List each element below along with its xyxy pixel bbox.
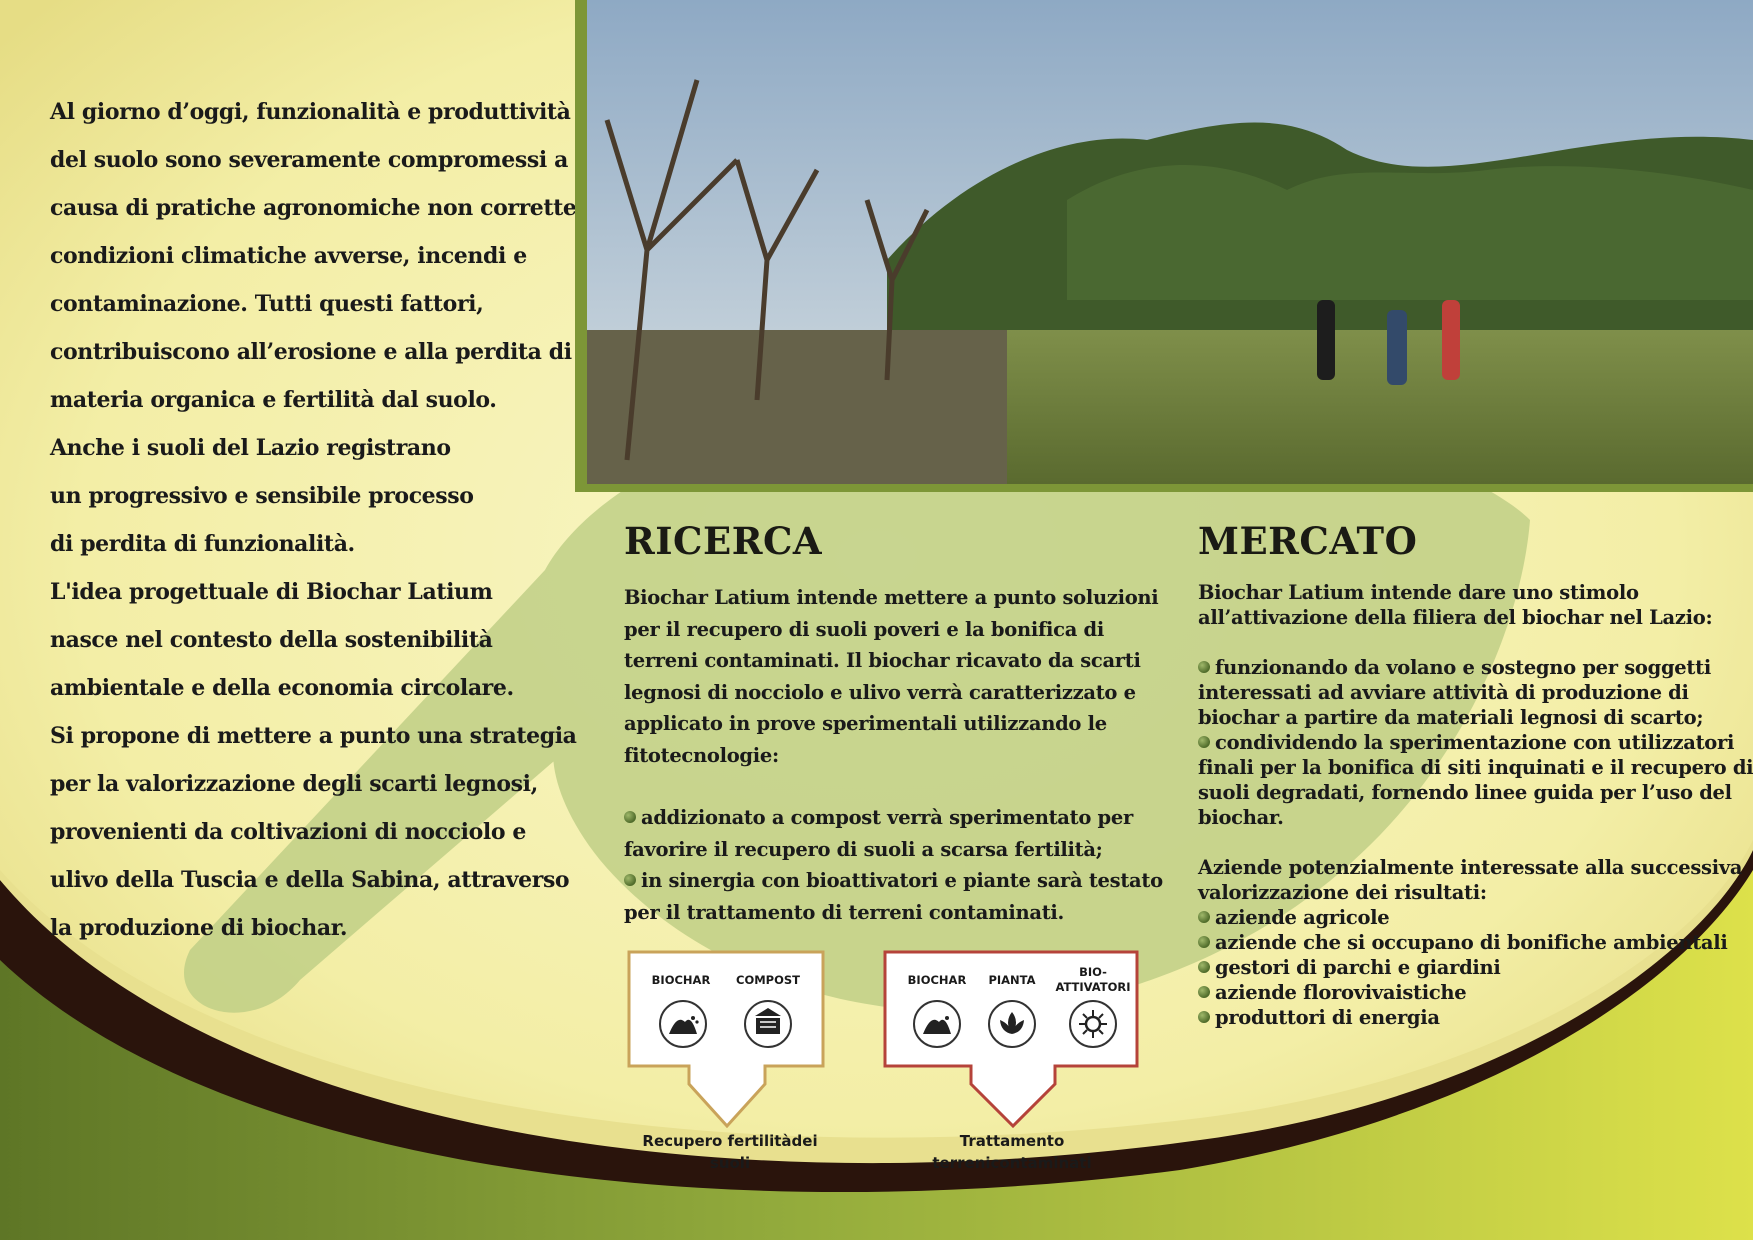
mercato-bullet-line: condividendo la sperimentazione con utilizzatori <box>1198 730 1738 755</box>
ricerca-line: fitotecnologie: <box>624 743 779 767</box>
ricerca-title: RICERCA <box>624 519 823 563</box>
caption-fertility-recovery <box>640 1130 820 1174</box>
label-biochar: BIOCHAR <box>651 973 711 987</box>
intro-line: contribuiscono all’erosione e alla perdita di <box>50 339 572 365</box>
intro-line: ulivo della Tuscia e della Sabina, attraverso <box>50 867 570 893</box>
diagram-fertility-recovery <box>627 950 827 1128</box>
intro-line: del suolo sono severamente compromessi a <box>50 147 568 173</box>
mercato-bullet-line: finali per la bonifica di siti inquinati e il recupero di <box>1198 756 1753 779</box>
ricerca-bullet-line: in sinergia con bioattivatori e piante sarà testato <box>624 865 1144 897</box>
bullet-icon <box>624 811 636 823</box>
compost-bin-icon <box>745 1001 791 1047</box>
intro-line: la produzione di biochar. <box>50 915 348 941</box>
landscape-photo <box>575 0 1753 492</box>
bullet-icon <box>1198 911 1210 923</box>
mercato-line: valorizzazione dei risultati: <box>1198 881 1487 904</box>
mercato-bullet-line: suoli degradati, fornendo linee guida per l’uso del <box>1198 781 1732 804</box>
ricerca-bullet-line: favorire il recupero di suoli a scarsa fertilità; <box>624 837 1103 861</box>
mercato-title: MERCATO <box>1198 519 1418 563</box>
intro-line: Al giorno d’oggi, funzionalità e produttività <box>50 99 571 125</box>
ricerca-line: terreni contaminati. Il biochar ricavato da scarti <box>624 649 1141 672</box>
intro-line: contaminazione. Tutti questi fattori, <box>50 291 484 317</box>
caption-line: contaminati <box>990 1154 1092 1172</box>
label-attivatori: ATTIVATORI <box>1055 980 1131 994</box>
plant-leaves-icon <box>989 1001 1035 1047</box>
ricerca-bullet-line: addizionato a compost verrà sperimentato per <box>624 802 1144 834</box>
label-pianta: PIANTA <box>988 973 1036 987</box>
intro-line: nasce nel contesto della sostenibilità <box>50 627 493 653</box>
intro-paragraph <box>50 88 584 952</box>
intro-line: condizioni climatiche avverse, incendi e <box>50 243 527 269</box>
label-biochar: BIOCHAR <box>907 973 967 987</box>
bullet-icon <box>1198 961 1210 973</box>
company-item: aziende florovivaistiche <box>1198 980 1738 1005</box>
mercato-bullet-line: biochar. <box>1198 806 1284 829</box>
intro-line: Anche i suoli del Lazio registrano <box>50 435 451 461</box>
intro-line: Si propone di mettere a punto una strategia <box>50 723 577 749</box>
diagram-contaminated-soil-treatment <box>883 950 1141 1128</box>
intro-line: un progressivo e sensibile processo <box>50 483 474 509</box>
intro-line: ambientale e della economia circolare. <box>50 675 514 701</box>
intro-line: per la valorizzazione degli scarti legnosi, <box>50 771 538 797</box>
mercato-line: all’attivazione della filiera del biochar nel Lazio: <box>1198 606 1713 629</box>
caption-line: Recupero fertilità <box>642 1132 792 1150</box>
mercato-bullet-line: funzionando da volano e sostegno per soggetti <box>1198 655 1738 680</box>
ricerca-line: Biochar Latium intende mettere a punto soluzioni <box>624 586 1159 609</box>
mercato-text <box>1198 580 1753 1030</box>
company-item: aziende agricole <box>1198 905 1738 930</box>
caption-line: dei suoli <box>709 1132 818 1172</box>
company-item: aziende che si occupano di bonifiche ambientali <box>1198 930 1738 955</box>
mercato-bullet-line: biochar a partire da materiali legnosi di scarto; <box>1198 706 1704 729</box>
intro-line: causa di pratiche agronomiche non corrette, <box>50 195 584 221</box>
intro-line: materia organica e fertilità dal suolo. <box>50 387 497 413</box>
bullet-icon <box>1198 986 1210 998</box>
ricerca-line: per il recupero di suoli poveri e la bonifica di <box>624 617 1104 641</box>
biochar-pile-icon <box>914 1001 960 1047</box>
mercato-bullet-line: interessati ad avviare attività di produzione di <box>1198 681 1689 704</box>
caption-contaminated-soil-treatment <box>922 1130 1102 1174</box>
ricerca-text <box>624 582 1163 928</box>
label-compost: COMPOST <box>736 973 800 987</box>
microbe-icon <box>1070 1001 1116 1047</box>
bullet-icon <box>1198 736 1210 748</box>
ricerca-line: legnosi di nocciolo e ulivo verrà caratterizzato e <box>624 680 1136 704</box>
caption-line: Trattamento terreni <box>932 1132 1065 1172</box>
bullet-icon <box>624 874 636 886</box>
biochar-pile-icon <box>660 1001 706 1047</box>
company-item: produttori di energia <box>1198 1005 1738 1030</box>
bullet-icon <box>1198 661 1210 673</box>
label-bio: BIO- <box>1079 965 1107 979</box>
ricerca-bullet-line: per il trattamento di terreni contaminati. <box>624 900 1065 924</box>
intro-line: L'idea progettuale di Biochar Latium <box>50 579 493 605</box>
intro-line: di perdita di funzionalità. <box>50 531 355 557</box>
intro-line: provenienti da coltivazioni di nocciolo e <box>50 819 526 845</box>
mercato-line: Biochar Latium intende dare uno stimolo <box>1198 581 1639 604</box>
ricerca-line: applicato in prove sperimentali utilizzando le <box>624 712 1107 735</box>
mercato-line: Aziende potenzialmente interessate alla successiva <box>1198 856 1743 879</box>
bullet-icon <box>1198 1011 1210 1023</box>
company-item: gestori di parchi e giardini <box>1198 955 1738 980</box>
bullet-icon <box>1198 936 1210 948</box>
